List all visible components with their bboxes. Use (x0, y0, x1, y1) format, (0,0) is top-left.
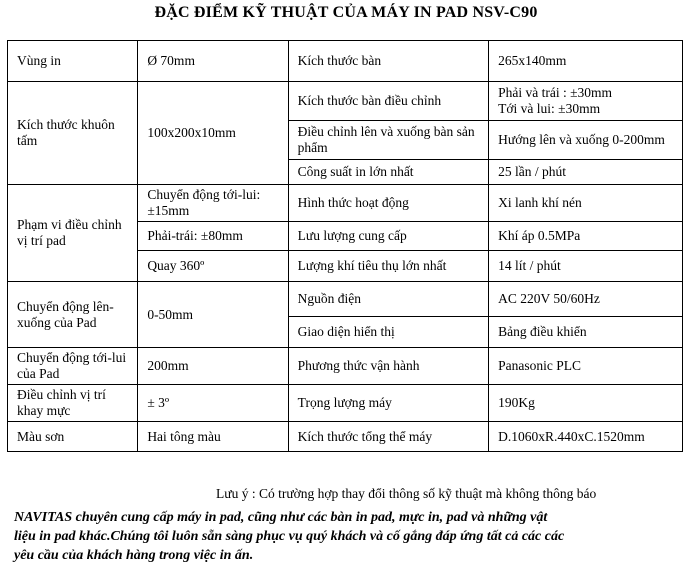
spec-value: 14 lít / phút (489, 251, 683, 282)
spec-label: Nguồn điện (288, 282, 488, 317)
spec-label: Điều chỉnh lên và xuống bàn sản phẩm (288, 121, 488, 160)
company-blurb-line: NAVITAS chuyên cung cấp máy in pad, cũng như các bàn in pad, mực in, pad và những vật (14, 510, 548, 525)
spec-label: Vùng in (8, 41, 138, 82)
spec-value: D.1060xR.440xC.1520mm (489, 422, 683, 452)
company-blurb-line: liệu in pad khác.Chúng tôi luôn sẵn sàng phục vụ quý khách và cố gắng đáp ứng tất cả các các (14, 529, 565, 544)
table-row (8, 185, 683, 222)
spec-value: Hướng lên và xuống 0-200mm (489, 121, 683, 160)
table-row (8, 385, 683, 422)
spec-table (7, 40, 683, 452)
spec-value: ± 3º (138, 385, 288, 422)
spec-value: 190Kg (489, 385, 683, 422)
spec-value: 100x200x10mm (138, 82, 288, 185)
spec-value: 200mm (138, 348, 288, 385)
spec-label: Điều chỉnh vị trí khay mực (8, 385, 138, 422)
spec-value-line: Tới và lui: ±30mm (498, 101, 601, 116)
spec-value-line: Phải và trái : ±30mm (498, 85, 613, 100)
spec-label: Kích thước khuôn tấm (8, 82, 138, 185)
spec-label: Công suất in lớn nhất (288, 160, 488, 185)
spec-label: Màu sơn (8, 422, 138, 452)
spec-value (489, 82, 683, 121)
spec-label: Chuyển động tới-lui của Pad (8, 348, 138, 385)
spec-value: 25 lần / phút (489, 160, 683, 185)
spec-label: Giao diện hiển thị (288, 317, 488, 348)
spec-value: Panasonic PLC (489, 348, 683, 385)
table-row (8, 41, 683, 82)
spec-label: Chuyển động lên-xuống của Pad (8, 282, 138, 348)
spec-value: Quay 360º (138, 251, 288, 282)
spec-label: Lưu lượng cung cấp (288, 222, 488, 251)
spec-label: Hình thức hoạt động (288, 185, 488, 222)
spec-label: Kích thước bàn điều chỉnh (288, 82, 488, 121)
spec-value: Khí áp 0.5MPa (489, 222, 683, 251)
spec-value: 265x140mm (489, 41, 683, 82)
spec-value: Bảng điều khiển (489, 317, 683, 348)
table-row (8, 82, 683, 121)
spec-label: Phạm vi điều chỉnh vị trí pad (8, 185, 138, 282)
spec-value: 0-50mm (138, 282, 288, 348)
disclaimer-note: Lưu ý : Có trường hợp thay đổi thông số kỹ thuật mà không thông báo (216, 486, 597, 501)
table-row (8, 348, 683, 385)
table-row (8, 282, 683, 317)
company-blurb (14, 508, 682, 565)
spec-value: Hai tông màu (138, 422, 288, 452)
company-blurb-line: yêu cầu của khách hàng trong việc in ấn. (14, 548, 254, 563)
spec-label: Trọng lượng máy (288, 385, 488, 422)
spec-value: Chuyển động tới-lui: ±15mm (138, 185, 288, 222)
spec-value: Xi lanh khí nén (489, 185, 683, 222)
spec-label: Kích thước tổng thể máy (288, 422, 488, 452)
spec-value: Phải-trái: ±80mm (138, 222, 288, 251)
spec-value: Ø 70mm (138, 41, 288, 82)
spec-label: Kích thước bàn (288, 41, 488, 82)
spec-value: AC 220V 50/60Hz (489, 282, 683, 317)
table-row (8, 422, 683, 452)
spec-label: Phương thức vận hành (288, 348, 488, 385)
spec-label: Lượng khí tiêu thụ lớn nhất (288, 251, 488, 282)
page-title: ĐẶC ĐIỂM KỸ THUẬT CỦA MÁY IN PAD NSV-C90 (154, 4, 538, 21)
